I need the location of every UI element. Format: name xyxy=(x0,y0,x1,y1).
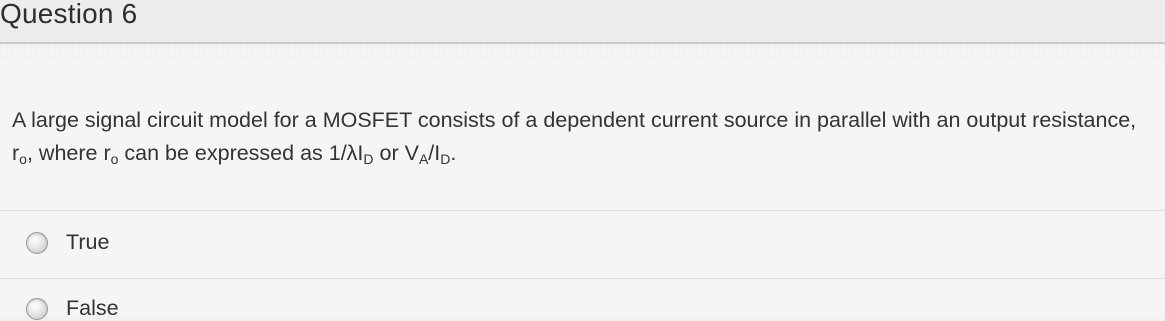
option-label: False xyxy=(66,296,119,320)
subscript-d: D xyxy=(363,151,374,167)
option-label: True xyxy=(66,230,110,254)
divider xyxy=(0,278,1165,279)
question-text-part: or V xyxy=(373,141,419,165)
subscript-d: D xyxy=(440,151,451,167)
radio-button-icon[interactable] xyxy=(26,298,48,320)
option-true[interactable] xyxy=(26,230,109,255)
option-false[interactable] xyxy=(26,296,119,321)
question-text-part: . xyxy=(450,141,457,165)
question-text-part: can be expressed as 1/λI xyxy=(118,141,364,165)
question-header xyxy=(0,0,1165,44)
question-text-part: , where r xyxy=(26,141,111,165)
question-text-part: A large signal circuit model for a MOSFET consists of a dependent current source in parallel with an output resistance, r xyxy=(12,108,1137,165)
subscript-o: o xyxy=(110,151,119,167)
divider xyxy=(0,210,1165,211)
question-text-part: /I xyxy=(428,141,441,165)
subscript-o: o xyxy=(19,151,27,167)
question-body xyxy=(0,60,1165,314)
subscript-a: A xyxy=(418,151,429,167)
question-text xyxy=(12,104,1162,170)
radio-button-icon[interactable] xyxy=(26,232,48,254)
question-title: Question 6 xyxy=(0,0,138,29)
